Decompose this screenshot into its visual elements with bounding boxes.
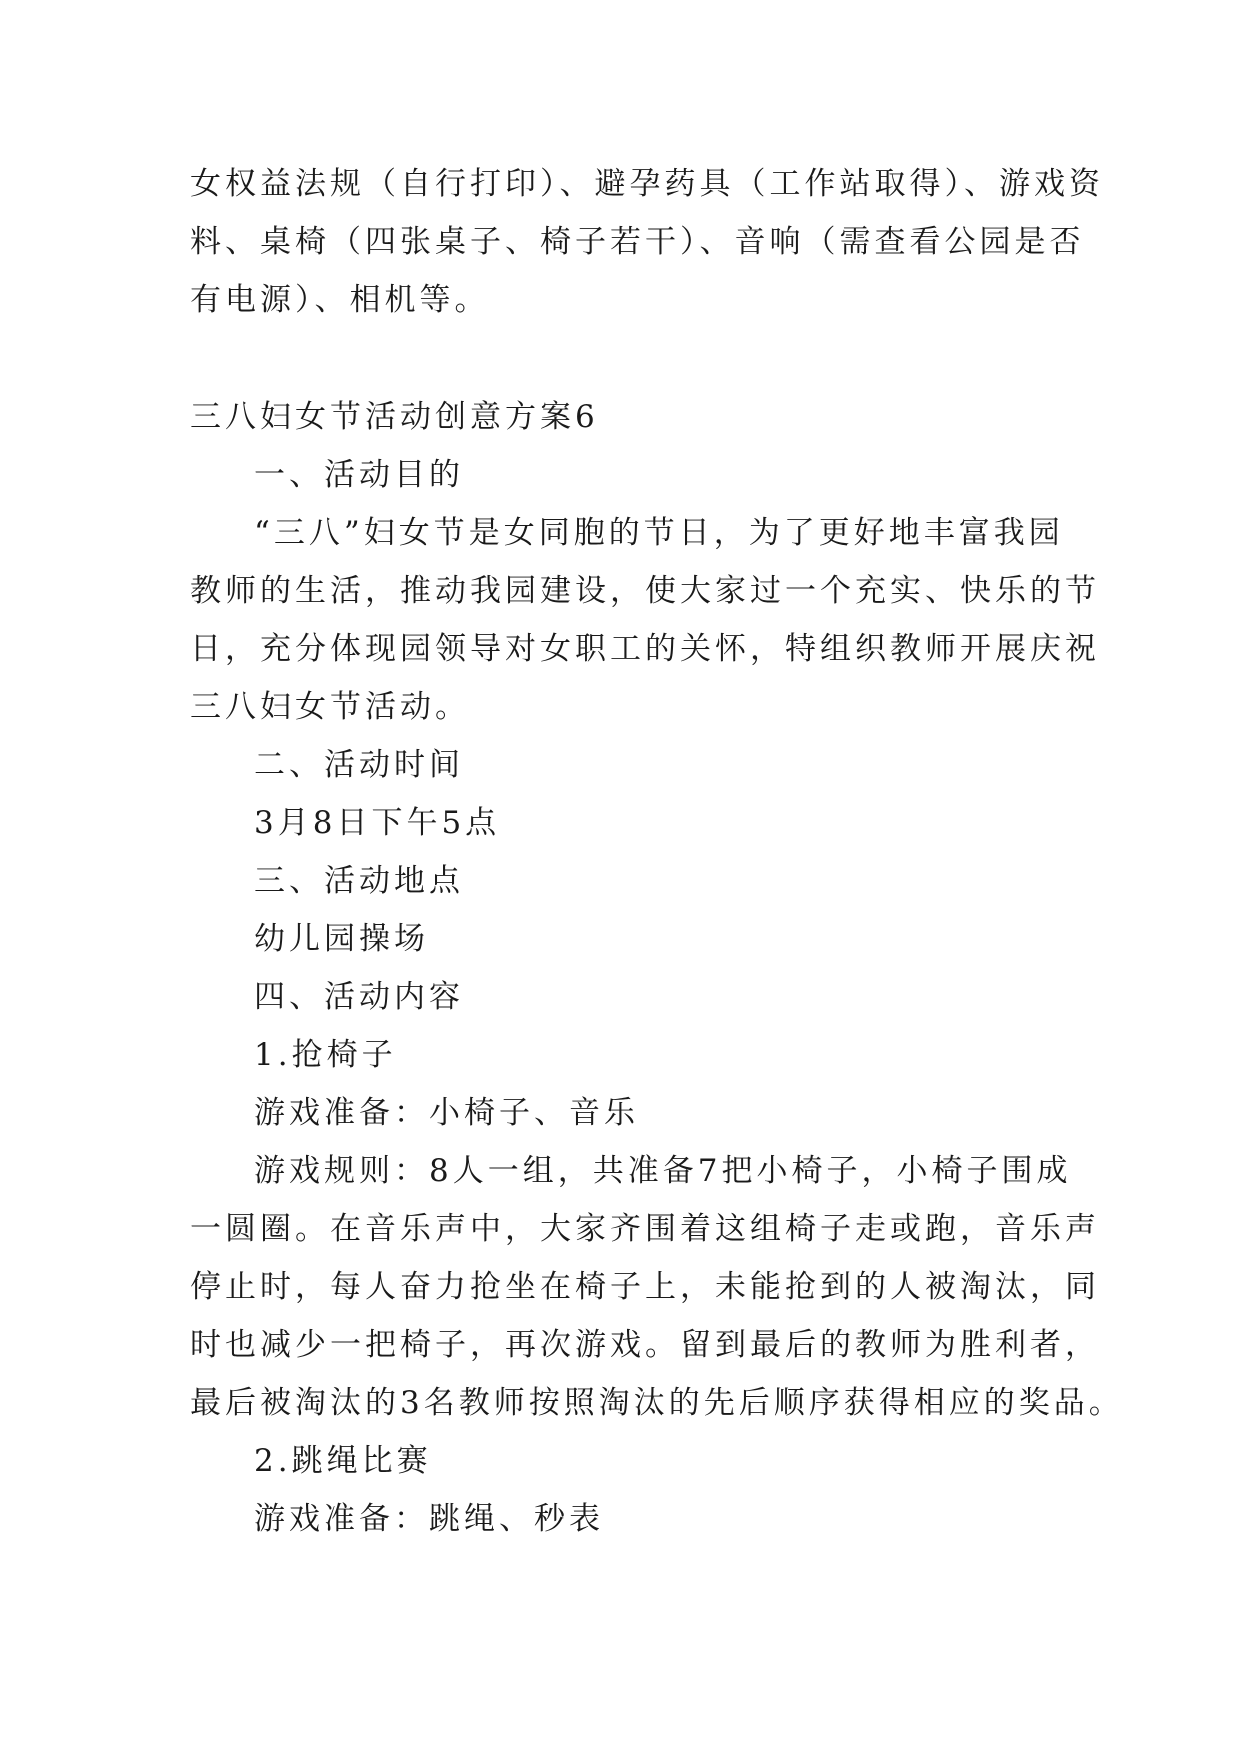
- paragraph-line: 有电源）、相机等。: [190, 282, 490, 318]
- paragraph-line: 停止时，每人奋力抢坐在椅子上，未能抢到的人被淘汰，同: [190, 1269, 1100, 1305]
- game-prep: 游戏准备：跳绳、秒表: [254, 1501, 604, 1537]
- paragraph-line: 教师的生活，推动我园建设，使大家过一个充实、快乐的节: [190, 573, 1100, 609]
- paragraph-line: 女权益法规（自行打印）、避孕药具（工作站取得）、游戏资: [190, 166, 1104, 202]
- paragraph-line: 三八妇女节活动。: [190, 689, 470, 725]
- time-value: 3月8日下午5点: [254, 805, 501, 841]
- heading-purpose: 一、活动目的: [254, 457, 464, 493]
- heading-time: 二、活动时间: [254, 747, 464, 783]
- game-title: 1.抢椅子: [254, 1037, 397, 1073]
- game-rules: 游戏规则：8人一组，共准备7把小椅子，小椅子围成: [254, 1153, 1072, 1189]
- game-title: 2.跳绳比赛: [254, 1443, 432, 1479]
- section-title: 三八妇女节活动创意方案6: [190, 399, 599, 435]
- heading-location: 三、活动地点: [254, 863, 464, 899]
- paragraph-line: 一圆圈。在音乐声中，大家齐围着这组椅子走或跑，音乐声: [190, 1211, 1100, 1247]
- paragraph-line: “三八”妇女节是女同胞的节日，为了更好地丰富我园: [254, 515, 1064, 551]
- paragraph-line: 日，充分体现园领导对女职工的关怀，特组织教师开展庆祝: [190, 631, 1100, 667]
- paragraph-line: 最后被淘汰的3名教师按照淘汰的先后顺序获得相应的奖品。: [190, 1385, 1124, 1421]
- paragraph-line: 时也减少一把椅子，再次游戏。留到最后的教师为胜利者，: [190, 1327, 1100, 1363]
- game-prep: 游戏准备：小椅子、音乐: [254, 1095, 639, 1131]
- heading-content: 四、活动内容: [254, 979, 464, 1015]
- paragraph-line: 料、桌椅（四张桌子、椅子若干）、音响（需查看公园是否: [190, 224, 1085, 260]
- location-value: 幼儿园操场: [254, 921, 429, 957]
